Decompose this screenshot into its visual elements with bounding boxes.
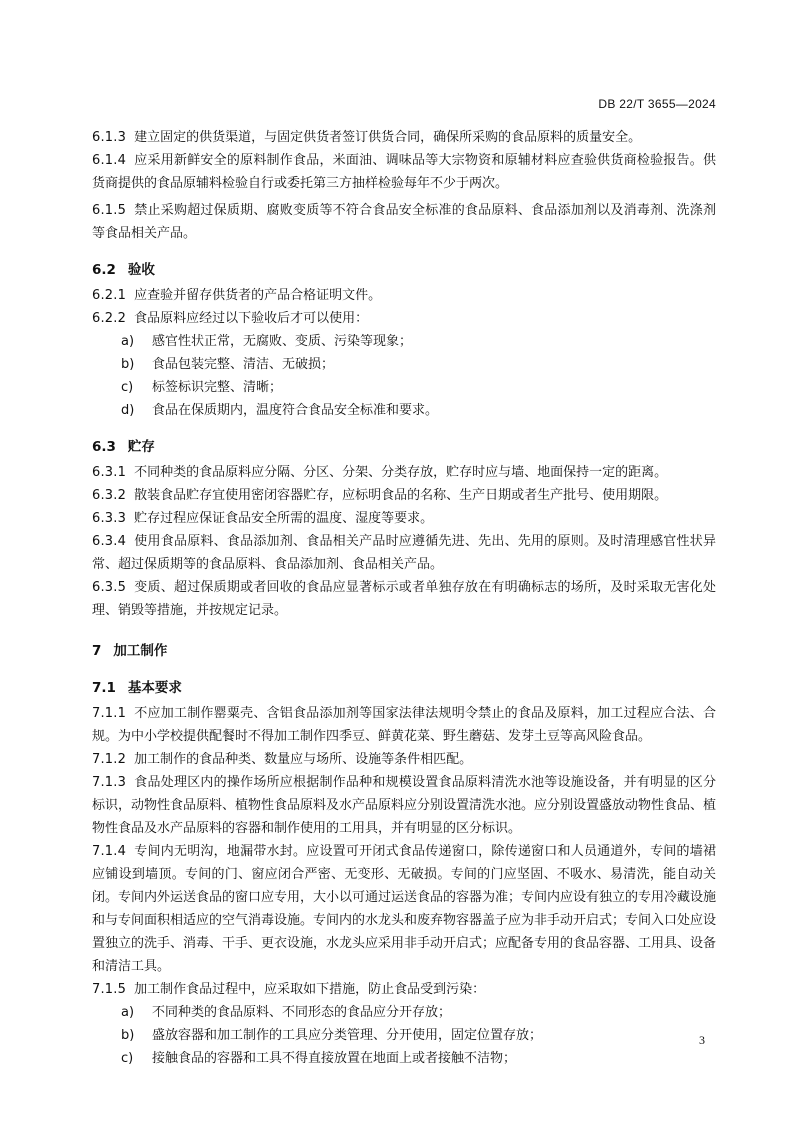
section-heading-7-1: 7.1 基本要求 — [92, 680, 182, 696]
list-item: b) 盛放容器和加工制作的工具应分类管理、分开使用，固定位置存放； — [121, 1028, 543, 1043]
clause-7-1-1: 7.1.1 不应加工制作罂粟壳、含铝食品添加剂等国家法律法规明令禁止的食品及原料，加工过程应合法、合规。为中小学校提供配餐时不得加工制作四季豆、鲜黄花菜、野生蘑菇、发芽土豆等高风险食品。 — [92, 706, 716, 744]
clause-7-1-3: 7.1.3 食品处理区内的操作场所应根据制作品种和规模设置食品原料清洗水池等设施设备，并有明显的区分标识，动物性食品原料、植物性食品原料及水产品原料应分别设置清洗水池。应分别设置盛放动物性食品、植物性食品及水产品原料的容器和制作使用的工用具，并有明显的区分标识。 — [92, 775, 717, 836]
clause-7-1-5: 7.1.5 加工制作食品过程中，应采取如下措施，防止食品受到污染： — [92, 982, 486, 997]
clause-7-1-2: 7.1.2 加工制作的食品种类、数量应与场所、设施等条件相匹配。 — [92, 752, 473, 767]
clause-6-3-1: 6.3.1 不同种类的食品原料应分隔、分区、分架、分类存放，贮存时应与墙、地面保持一定的距离。 — [92, 465, 668, 480]
clause-6-1-4: 6.1.4 应采用新鲜安全的原料制作食品，米面油、调味品等大宗物资和原辅材料应查验供货商检验报告。供货商提供的食品原辅料检验自行或委托第三方抽样检验每年不少于两次。 — [92, 153, 716, 191]
clause-6-3-5: 6.3.5 变质、超过保质期或者回收的食品应显著标示或者单独存放在有明确标志的场所，及时采取无害化处理、销毁等措施，并按规定记录。 — [92, 580, 716, 618]
clause-6-1-5: 6.1.5 禁止采购超过保质期、腐败变质等不符合食品安全标准的食品原料、食品添加剂以及消毒剂、洗涤剂等食品相关产品。 — [92, 203, 716, 241]
page-number: 3 — [699, 1033, 705, 1047]
document-body — [92, 126, 716, 1070]
list-item: b) 食品包装完整、清洁、无破损； — [121, 357, 335, 372]
section-heading-6-2: 6.2 验收 — [92, 262, 155, 278]
list-item: d) 食品在保质期内，温度符合食品安全标准和要求。 — [121, 403, 439, 418]
list-item: c) 接触食品的容器和工具不得直接放置在地面上或者接触不洁物； — [121, 1051, 517, 1066]
document-code-header: DB 22/T 3655—2024 — [598, 97, 716, 111]
clause-6-1-3: 6.1.3 建立固定的供货渠道，与固定供货者签订供货合同，确保所采购的食品原料的质量安全。 — [92, 130, 642, 145]
list-item: a) 感官性状正常，无腐败、变质、污染等现象； — [121, 334, 413, 349]
clause-6-3-3: 6.3.3 贮存过程应保证食品安全所需的温度、湿度等要求。 — [92, 511, 434, 526]
list-item: a) 不同种类的食品原料、不同形态的食品应分开存放； — [121, 1005, 452, 1020]
list-item: c) 标签标识完整、清晰； — [121, 380, 283, 395]
clause-6-2-1: 6.2.1 应查验并留存供货者的产品合格证明文件。 — [92, 288, 382, 303]
clause-6-3-2: 6.3.2 散装食品贮存宜使用密闭容器贮存，应标明食品的名称、生产日期或者生产批号、使用期限。 — [92, 488, 668, 503]
clause-6-2-2: 6.2.2 食品原料应经过以下验收后才可以使用： — [92, 311, 369, 326]
chapter-heading-7: 7 加工制作 — [92, 643, 168, 659]
clause-7-1-4: 7.1.4 专间内无明沟，地漏带水封。应设置可开闭式食品传递窗口，除传递窗口和人员通道外，专间的墙裙应铺设到墙顶。专间的门、窗应闭合严密、无变形、无破损。专间的门应坚固、不吸水、易清洗，能自动关闭。专间内外运送食品的窗口应专用，大小以可通过运送食品的容器为准；专间内应设有独立的专用冷藏设施和与专间面积相适应的空气消毒设施。专间内的水龙头和废弃物容器盖子应为非手动开启式；专间入口处应设置独立的洗手、消毒、干手、更衣设施，水龙头应采用非手动开启式；应配备专用的食品容器、工用具、设备和清洁工具。 — [92, 844, 717, 974]
clause-6-3-4: 6.3.4 使用食品原料、食品添加剂、食品相关产品时应遵循先进、先出、先用的原则。及时清理感官性状异常、超过保质期等的食品原料、食品添加剂、食品相关产品。 — [92, 534, 716, 572]
section-heading-6-3: 6.3 贮存 — [92, 439, 155, 455]
